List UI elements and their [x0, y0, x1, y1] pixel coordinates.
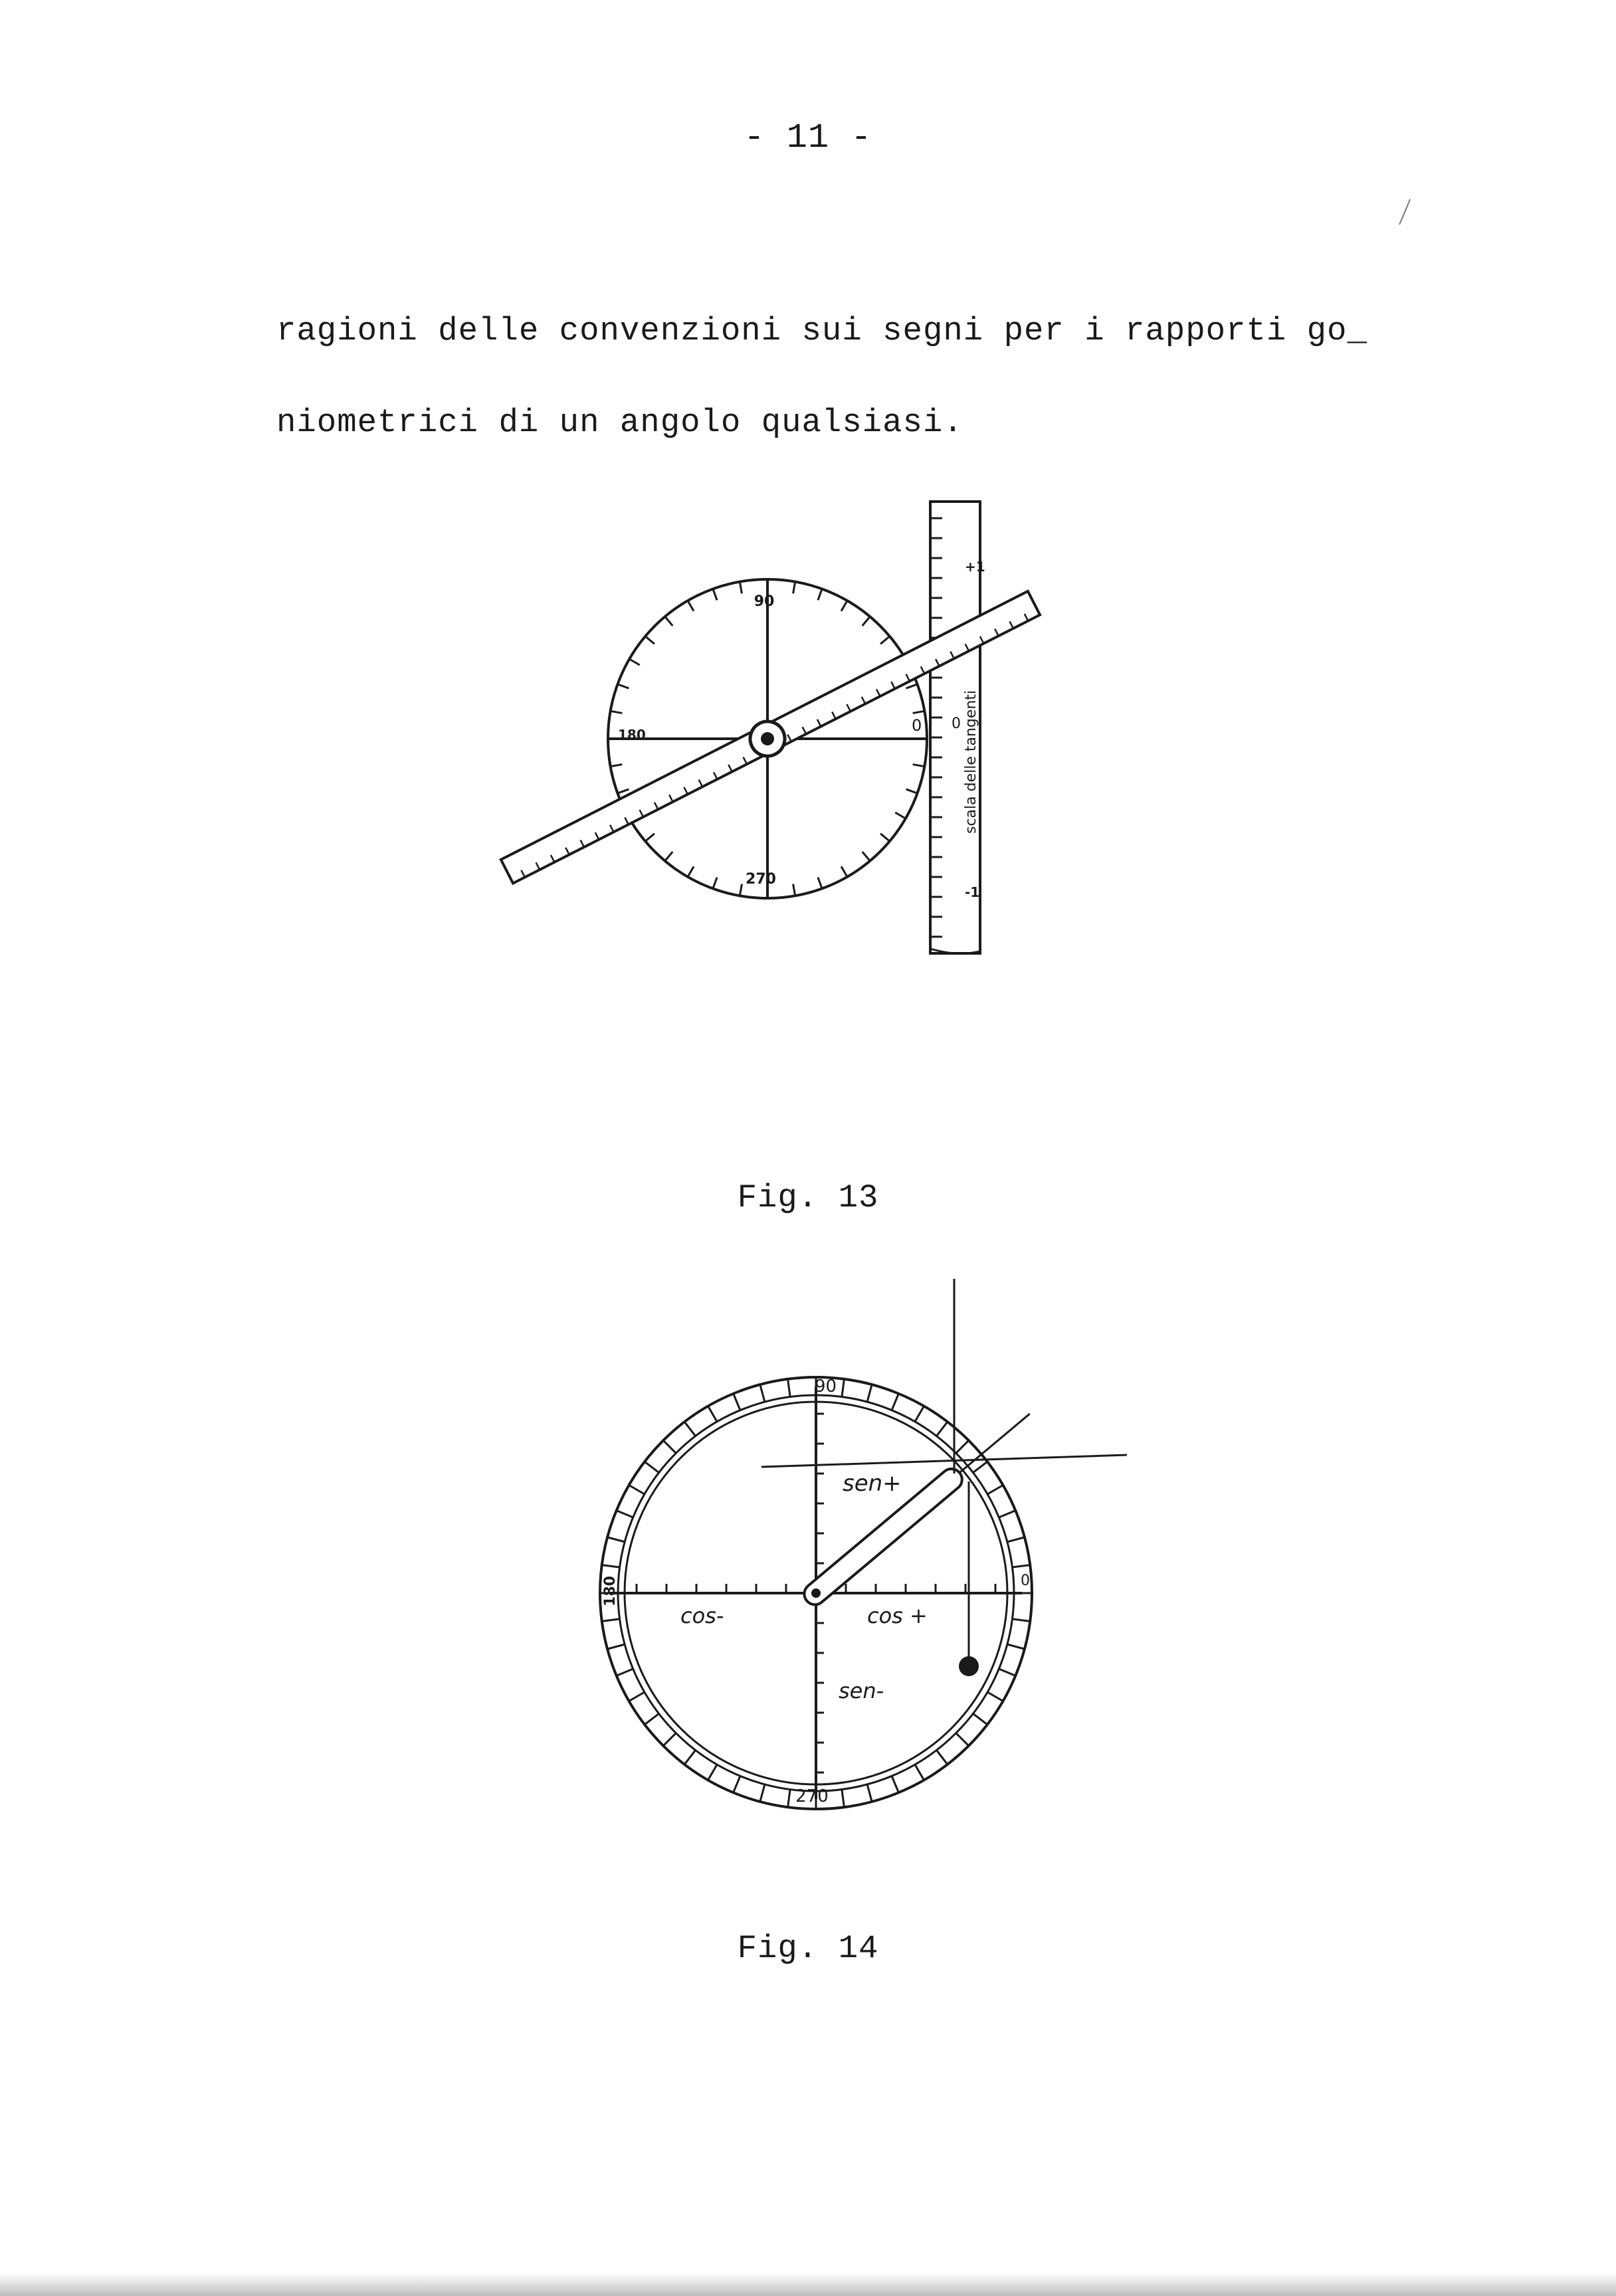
dial-tick: [906, 684, 918, 688]
dial-tick: [956, 1733, 969, 1746]
dial-tick: [611, 765, 623, 767]
dial-tick: [987, 1485, 1003, 1495]
fig13-label-180: 180: [618, 727, 646, 743]
dial-tick: [880, 636, 890, 644]
fig14-pointer-arm: [800, 1406, 1037, 1609]
fig14-label-90: 90: [815, 1377, 837, 1396]
dial-tick: [629, 659, 640, 665]
dial-tick: [607, 1537, 625, 1542]
fig14-plumb-bob: [959, 1656, 979, 1676]
dial-tick: [841, 866, 847, 877]
dial-tick: [818, 878, 822, 889]
dial-tick: [793, 884, 795, 896]
dial-tick: [734, 1394, 740, 1410]
dial-tick: [760, 1385, 765, 1402]
dial-tick: [892, 1776, 898, 1792]
dial-tick: [665, 617, 673, 626]
dial-tick: [841, 601, 847, 611]
body-text-line-2: niometrici di un angolo qualsiasi.: [276, 404, 963, 441]
fig13-rotating-arm: [499, 588, 1042, 887]
fig14-label-180: 180: [602, 1576, 619, 1606]
fig13-ruler-minus: -1: [965, 884, 980, 900]
dial-tick: [973, 1713, 987, 1724]
scan-bottom-edge: [0, 2273, 1616, 2296]
fig13-ruler-ticks: [930, 518, 942, 937]
fig13-ruler-caption: scala delle tangenti: [963, 690, 979, 834]
dial-tick: [913, 765, 925, 767]
dial-tick: [892, 1394, 898, 1410]
dial-tick: [645, 1713, 658, 1724]
dial-tick: [684, 1750, 695, 1764]
dial-tick: [788, 1789, 791, 1807]
dial-tick: [663, 1733, 676, 1746]
fig14-label-0: 0: [1021, 1573, 1030, 1589]
fig13-label-0: 0: [912, 716, 922, 735]
dial-tick: [1012, 1619, 1030, 1622]
dial-tick: [999, 1669, 1015, 1675]
dial-tick: [645, 834, 655, 842]
dial-tick: [760, 1784, 765, 1802]
page-number: - 11 -: [744, 118, 872, 157]
dial-tick: [880, 834, 890, 842]
dial-tick: [973, 1462, 987, 1472]
dial-tick: [617, 684, 629, 688]
dial-tick: [665, 852, 673, 861]
dial-tick: [617, 1511, 633, 1517]
dial-tick: [645, 1462, 658, 1472]
figure-13-caption: Fig. 13: [737, 1179, 879, 1216]
dial-tick: [999, 1511, 1015, 1517]
fig13-ruler-zero: 0: [952, 716, 961, 732]
dial-tick: [629, 1692, 645, 1701]
dial-tick: [915, 1765, 924, 1780]
dial-tick: [611, 711, 623, 713]
dial-tick: [936, 1750, 947, 1764]
fig14-label-270: 270: [795, 1786, 829, 1806]
dial-tick: [713, 878, 717, 889]
dial-tick: [895, 813, 906, 818]
dial-tick: [602, 1565, 620, 1568]
fig13-label-90: 90: [754, 593, 775, 610]
dial-tick: [1007, 1537, 1025, 1542]
fig13-label-270: 270: [746, 871, 776, 888]
dial-tick: [684, 1422, 695, 1436]
dial-tick: [906, 789, 918, 793]
dial-tick: [1007, 1644, 1025, 1649]
dial-tick: [708, 1765, 718, 1780]
dial-tick: [915, 1406, 924, 1422]
dial-tick: [708, 1406, 718, 1422]
dial-tick: [913, 711, 925, 713]
dial-tick: [663, 1440, 676, 1453]
dial-tick: [617, 1669, 633, 1675]
dial-tick: [688, 601, 694, 611]
dial-tick: [713, 589, 717, 600]
dial-tick: [1012, 1565, 1030, 1568]
pencil-mark: [1399, 199, 1410, 225]
dial-tick: [936, 1422, 947, 1436]
dial-tick: [602, 1619, 620, 1622]
dial-tick: [956, 1440, 969, 1453]
dial-tick: [842, 1789, 845, 1807]
dial-tick: [862, 617, 870, 626]
dial-tick: [617, 789, 629, 793]
dial-tick: [862, 852, 870, 861]
fig14-label-cos-minus: cos-: [680, 1603, 724, 1628]
dial-tick: [818, 589, 822, 600]
dial-tick: [740, 582, 742, 594]
dial-tick: [740, 884, 742, 896]
dial-tick: [629, 1485, 645, 1495]
dial-tick: [734, 1776, 740, 1792]
body-text-line-1: ragioni delle convenzioni sui segni per i rapporti go_: [276, 312, 1367, 349]
fig14-label-sen-minus: sen-: [839, 1678, 884, 1703]
dial-tick: [987, 1692, 1003, 1701]
dial-tick: [645, 636, 655, 644]
dial-tick: [688, 866, 694, 877]
fig14-label-cos-plus: cos +: [867, 1603, 928, 1628]
figure-14-goniometer: [600, 1279, 1127, 1809]
dial-tick: [867, 1385, 872, 1402]
fig14-label-sen-plus: sen+: [843, 1470, 902, 1497]
dial-tick: [793, 582, 795, 594]
figure-14-caption: Fig. 14: [737, 1930, 879, 1967]
fig13-ruler-plus: +1: [965, 559, 985, 575]
dial-tick: [607, 1644, 625, 1649]
dial-tick: [788, 1379, 791, 1397]
dial-tick: [867, 1784, 872, 1802]
dial-tick: [842, 1379, 845, 1397]
